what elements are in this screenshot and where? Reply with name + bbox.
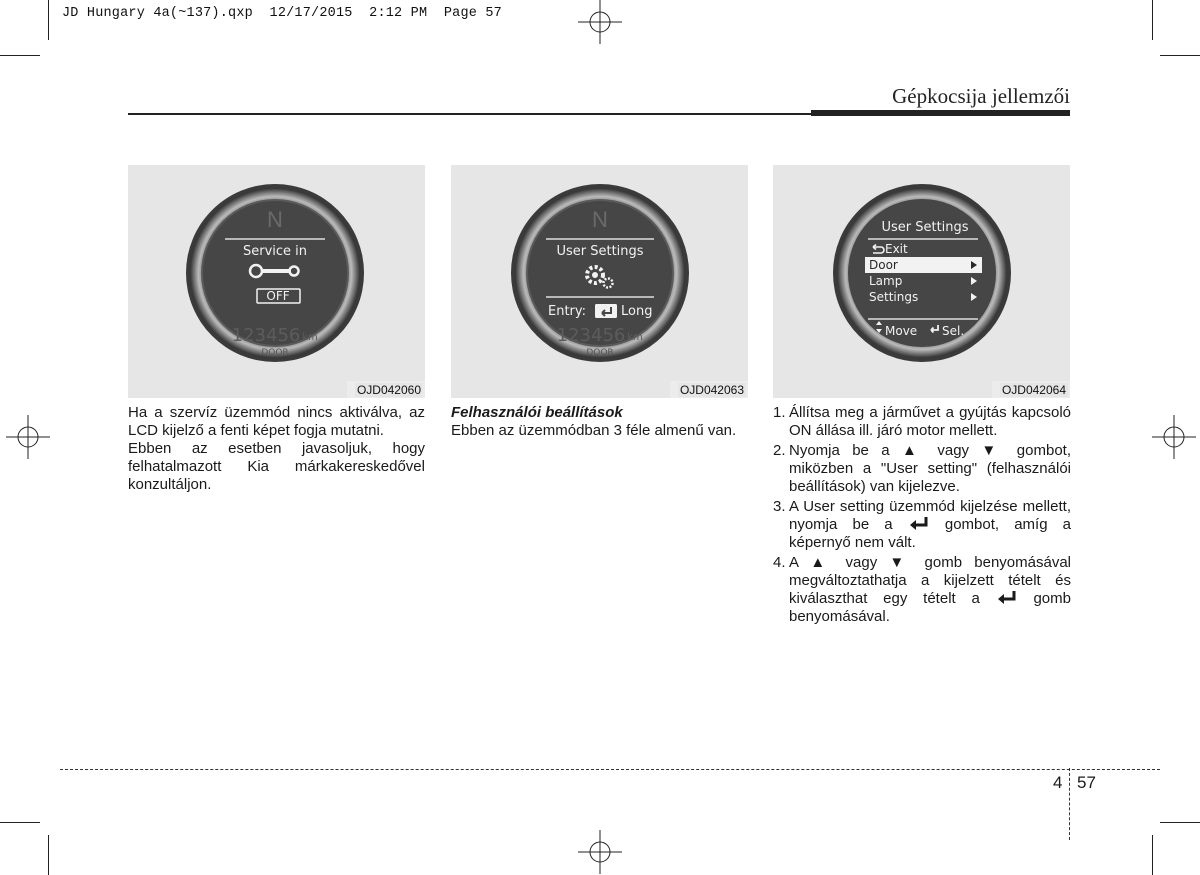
cluster-display-illustration xyxy=(773,165,1070,398)
figure-service-mode xyxy=(128,165,425,398)
page-number: 57 xyxy=(1077,773,1096,792)
crop-mark xyxy=(1160,822,1200,823)
crop-mark xyxy=(48,835,49,875)
step-text: Nyomja be a ▲ vagy ▼ gombot, miközben a "User setting" (felhasználói beállítások) van kijelezve. xyxy=(789,442,1071,495)
figure-user-settings-entry xyxy=(451,165,748,398)
step-item xyxy=(773,442,1071,496)
entry-suffix: Long xyxy=(621,304,653,319)
gear-indicator: N xyxy=(592,207,608,232)
registration-target-icon xyxy=(578,0,622,44)
cluster-display-illustration xyxy=(128,165,425,398)
step-number: 4. xyxy=(773,554,786,571)
entry-label: Entry: xyxy=(548,304,587,319)
door-label: DOOR xyxy=(586,348,614,358)
figure-code: OJD042064 xyxy=(1001,383,1066,397)
step-text: gombot, amíg a képernyő nem vált. xyxy=(789,516,1071,551)
odometer: 123456 xyxy=(556,325,626,346)
section-title: Gépkocsija jellemzői xyxy=(892,84,1070,108)
step-number: 1. xyxy=(773,404,786,421)
odometer-unit: km xyxy=(627,332,643,343)
header-rule-thick xyxy=(811,110,1070,116)
menu-item-lamp: Lamp xyxy=(869,274,903,288)
enter-key-box xyxy=(595,304,617,318)
header-rule xyxy=(128,113,811,115)
screen-title: Service in xyxy=(242,244,308,259)
column-steps xyxy=(773,404,1071,628)
step-item xyxy=(773,554,1071,626)
enter-key-icon xyxy=(908,516,930,532)
registration-target-icon xyxy=(578,830,622,874)
step-text: Állítsa meg a járművet a gyújtás kapcsoló ON állása ill. járó motor mellett. xyxy=(789,404,1071,439)
chapter-number: 4 xyxy=(1053,773,1063,792)
crop-mark xyxy=(1152,0,1153,40)
column-user-settings-text xyxy=(451,404,748,440)
crop-mark xyxy=(1160,55,1200,56)
cluster-display-illustration xyxy=(451,165,748,398)
off-label: OFF xyxy=(266,289,290,303)
door-label: DOOR xyxy=(261,348,289,358)
step-number: 3. xyxy=(773,498,786,515)
footer-divider xyxy=(1069,768,1070,840)
odometer: 123456 xyxy=(231,325,301,346)
print-header: JD Hungary 4a(~137).qxp 12/17/2015 2:12 PM Page 57 xyxy=(62,6,502,21)
step-item xyxy=(773,498,1071,552)
screen-title: User Settings xyxy=(881,220,969,235)
registration-target-icon xyxy=(6,415,50,459)
footer-select: Sel. xyxy=(942,324,965,338)
crop-mark xyxy=(0,55,40,56)
figure-code: OJD042060 xyxy=(356,383,421,397)
crop-mark xyxy=(1152,835,1153,875)
step-number: 2. xyxy=(773,442,786,459)
odometer-unit: km xyxy=(302,332,318,343)
step-item xyxy=(773,404,1071,440)
step-text: A User setting üzemmód kijelzése mellett, nyomja be a xyxy=(789,498,1071,533)
gear-indicator: N xyxy=(267,207,283,232)
figure-code: OJD042063 xyxy=(679,383,744,397)
figure-user-settings-menu xyxy=(773,165,1070,398)
menu-exit: Exit xyxy=(885,242,908,256)
paragraph: Ha a szervíz üzemmód nincs aktiválva, az LCD kijelző a fenti képet fogja mutatni. xyxy=(128,404,425,439)
screen-title: User Settings xyxy=(556,244,644,259)
footer-rule xyxy=(60,769,1160,770)
menu-item-settings: Settings xyxy=(869,290,919,304)
footer-move: Move xyxy=(885,324,918,338)
crop-mark xyxy=(48,0,49,40)
step-text: gomb benyomásával. xyxy=(789,590,1071,625)
subsection-heading: Felhasználói beállítások xyxy=(451,404,623,421)
paragraph: Ebben az esetben javasoljuk, hogy felhatalmazott Kia márkakereskedővel konzultáljon. xyxy=(128,440,425,493)
paragraph: Ebben az üzemmódban 3 féle almenű van. xyxy=(451,422,737,439)
menu-item-door: Door xyxy=(869,258,898,272)
registration-target-icon xyxy=(1152,415,1196,459)
crop-mark xyxy=(0,822,40,823)
enter-key-icon xyxy=(996,590,1018,606)
column-service-text xyxy=(128,404,425,494)
step-text: A ▲ vagy ▼ gomb benyomásával megváltoztathatja a kijelzett tételt és kiválaszthat egy tételt a xyxy=(789,554,1071,607)
